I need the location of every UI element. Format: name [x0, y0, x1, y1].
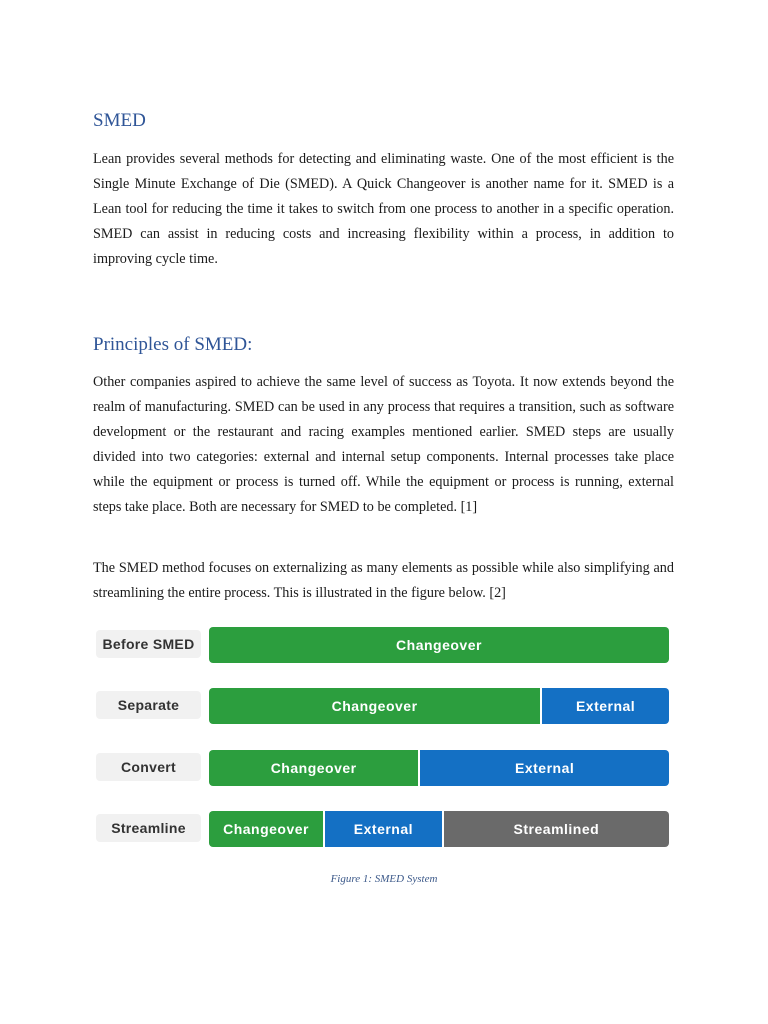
timeline-bar — [209, 811, 669, 847]
segment-changeover: Changeover — [209, 750, 418, 786]
paragraph-smed-intro: Lean provides several methods for detecting and eliminating waste. One of the most efficient is the Single Minute Exchange of Die (SMED). A Quick Changeover is another name for it. SMED is a Lean tool for reducing the time it takes to switch from one process to another in a specific operation. SMED can assist in reducing costs and increasing flexibility within a process, in addition to improving cycle time. — [93, 151, 674, 267]
figure-row-before-smed — [96, 627, 669, 663]
segment-external: External — [540, 688, 669, 724]
step-label: Separate — [96, 691, 201, 719]
segment-external: External — [418, 750, 669, 786]
timeline-bar — [209, 750, 669, 786]
step-label: Before SMED — [96, 630, 201, 658]
segment-streamlined: Streamlined — [442, 811, 669, 847]
figure-row-separate — [96, 688, 669, 724]
figure-row-convert — [96, 750, 669, 786]
section-heading-principles: Principles of SMED: — [93, 334, 253, 355]
segment-external: External — [323, 811, 442, 847]
figure-caption: Figure 1: SMED System — [330, 873, 438, 885]
step-label: Convert — [96, 753, 201, 781]
segment-changeover: Changeover — [209, 627, 669, 663]
segment-changeover: Changeover — [209, 811, 323, 847]
step-label: Streamline — [96, 814, 201, 842]
paragraph-smed-method: The SMED method focuses on externalizing as many elements as possible while also simplifying and streamlining the entire process. This is illustrated in the figure below. [2] — [93, 560, 674, 601]
figure-row-streamline — [96, 811, 669, 847]
timeline-bar — [209, 688, 669, 724]
section-heading-smed: SMED — [93, 110, 146, 131]
paragraph-principles: Other companies aspired to achieve the same level of success as Toyota. It now extends beyond the realm of manufacturing. SMED can be used in any process that requires a transition, such as software development or the restaurant and racing examples mentioned earlier. SMED steps are usually divided into two categories: external and internal setup components. Internal processes take place while the equipment or process is turned off. While the equipment or process is running, external steps take place. Both are necessary for SMED to be completed. [1] — [93, 374, 674, 515]
segment-changeover: Changeover — [209, 688, 540, 724]
timeline-bar — [209, 627, 669, 663]
